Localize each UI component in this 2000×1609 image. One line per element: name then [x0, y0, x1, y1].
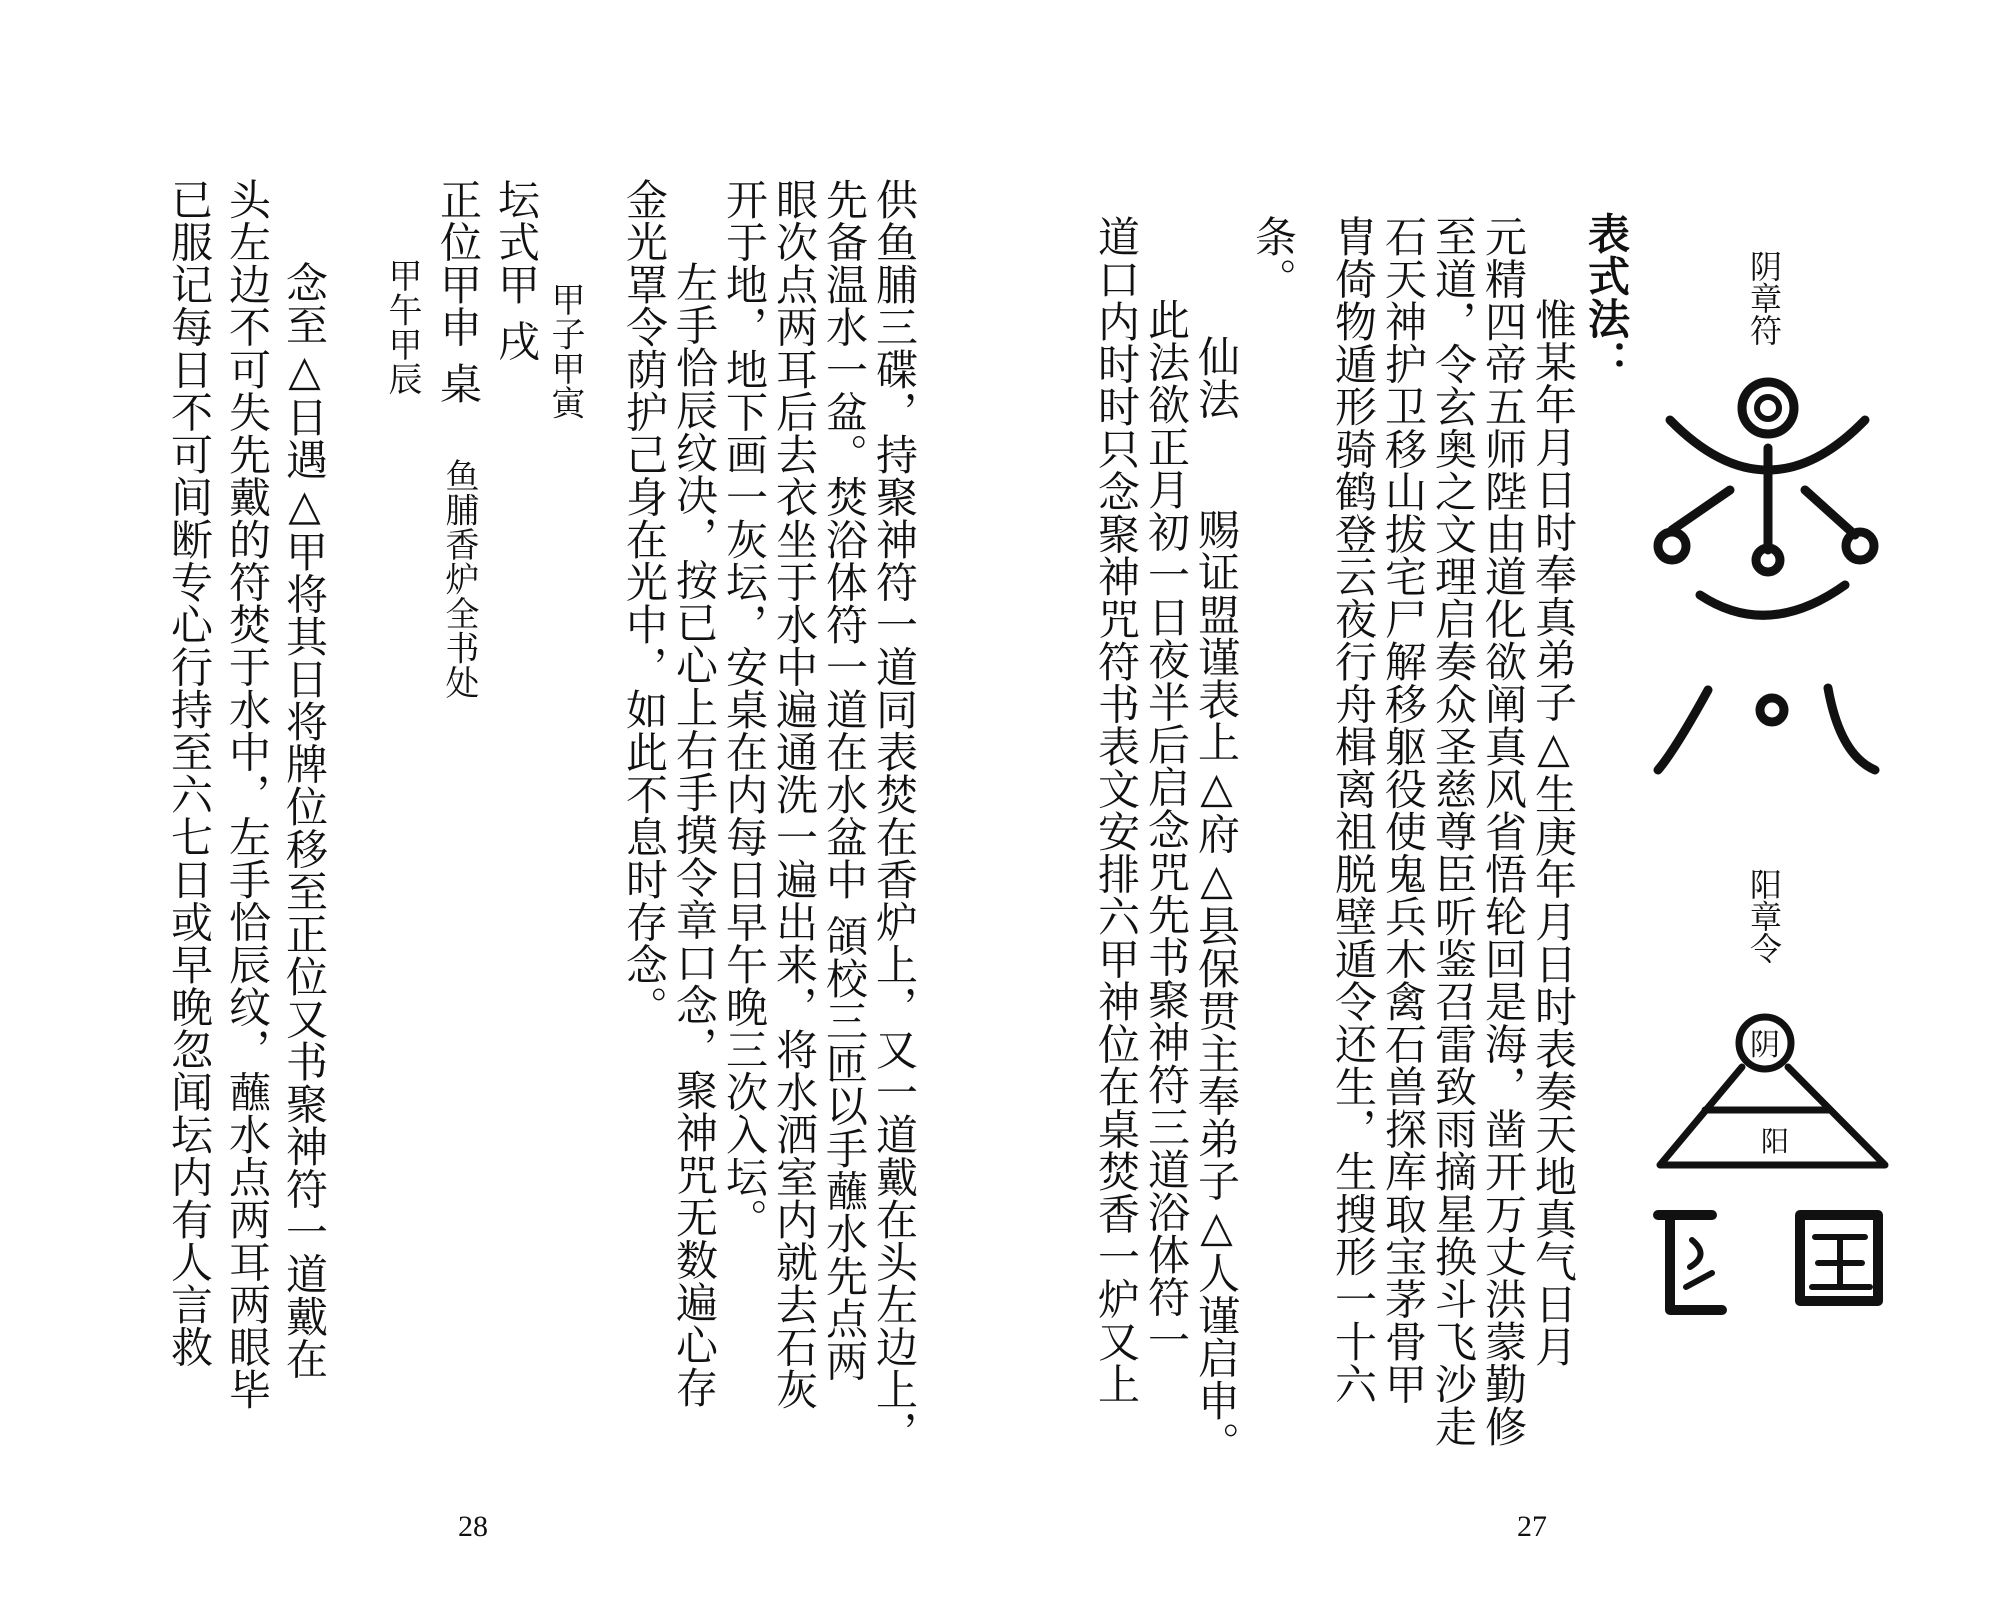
right-closing-line-2: 道口内时时只念聚神咒符书表文安排六甲神位在桌焚香一炉又上	[1092, 215, 1141, 1405]
left-line-1: 供鱼脯三碟，持聚神符一道同表焚在香炉上，又一道戴在头左边上，	[870, 178, 919, 1453]
right-closing-line-1: 此法欲正月初一日夜半后启念咒先书聚神符三道浴体符一	[1142, 298, 1191, 1361]
yin-zhang-fu-talisman-icon	[1650, 370, 1880, 790]
page-number-27: 27	[1517, 1510, 1547, 1543]
diagram-zhengwei: 正位甲申 桌	[434, 178, 483, 405]
right-line-1: 惟某年月日时奉真弟子△生庚年月日时表奏天地真气日月	[1529, 298, 1578, 1368]
right-line-2: 元精四帝五师陛由道化欲阐真风省悟轮回是海，凿开万丈洪蒙勤修	[1479, 215, 1528, 1448]
left-line-3: 眼次点两耳后去衣坐于水中遍通洗一遍出来，将水洒室内就去石灰	[770, 178, 819, 1411]
right-line-5: 胄倚物遁形骑鹤登云夜行舟楫离祖脱壁遁令还生，生搜形一十六	[1329, 215, 1378, 1405]
yin-zhang-fu-label: 阴章符	[1745, 250, 1783, 346]
diagram-jiazi-jiayin: 甲子甲寅	[545, 282, 585, 420]
left-line-5: 左手恰辰纹决，按已心上右手摸令章口念，聚神咒无数遍心存	[670, 261, 719, 1409]
yang-zhang-ling-talisman-icon	[1650, 1005, 1900, 1320]
xian-fa-text: 赐证盟谨表上△府△县保贯主奉弟子△人谨启申。	[1192, 508, 1241, 1464]
triangle-top-label: 阴	[1750, 1028, 1780, 1063]
right-line-4: 石天神护卫移山拔宅尸解移躯役使鬼兵木禽石兽探库取宝茅骨甲	[1379, 215, 1428, 1405]
diagram-yufu-xianglu: 鱼脯香炉全书处	[439, 458, 479, 700]
left-line-6: 金光罩令荫护己身在光中，如此不息时存念。	[620, 178, 669, 1028]
right-line-3: 至道，令玄奥之文理启奏众圣慈尊臣听鉴召雷致雨摘星换斗飞沙走	[1429, 215, 1478, 1448]
left-final-line-2: 头左边不可失先戴的符焚于水中，左手恰辰纹，蘸水点两耳两眼毕	[223, 178, 272, 1411]
biao-shi-fa-heading: 表式法：	[1582, 212, 1631, 382]
right-line-6: 条。	[1249, 215, 1298, 300]
left-line-2: 先备温水一盆。焚浴体符一道在水盆中 頜校三匝以手蘸水先点两	[820, 178, 869, 1382]
diagram-tanshi: 坛式甲 戌	[492, 178, 541, 362]
yang-zhang-ling-label: 阳章令	[1745, 868, 1783, 964]
page-number-28: 28	[458, 1510, 488, 1543]
triangle-bottom-label: 阳	[1760, 1125, 1790, 1158]
left-final-line-1: 念至△日遇△甲将其日将牌位移至正位又书聚神符一道戴在	[280, 261, 329, 1380]
xian-fa-label: 仙法	[1192, 335, 1241, 420]
left-line-4: 开于地，地下画一灰坛，安桌在内每日早午晚三次入坛。	[720, 178, 769, 1241]
diagram-jiawu-jiachen: 甲午甲辰	[382, 258, 422, 396]
left-final-line-3: 已服记每日不可间断专心行持至六七日或早晚忽闻坛内有人言救	[165, 178, 214, 1368]
